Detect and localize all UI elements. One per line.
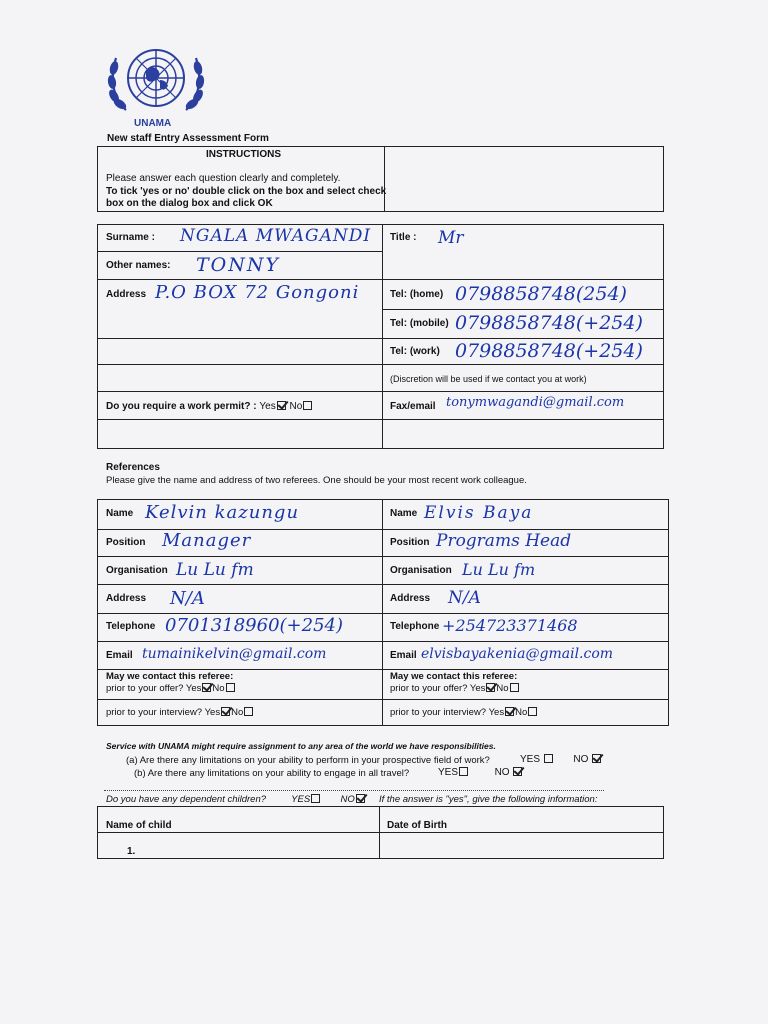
tel-work-label: Tel: (work)	[390, 346, 440, 357]
instructions-line-1: Please answer each question clearly and completely.	[106, 173, 341, 184]
instructions-line-3: box on the dialog box and click OK	[106, 198, 273, 209]
surname-field[interactable]: NGALA MWAGANDI	[180, 226, 372, 246]
tel-home-label: Tel: (home)	[390, 289, 444, 300]
address-label: Address	[106, 289, 147, 300]
ref2-name-label: Name	[390, 508, 418, 519]
tel-mobile-label: Tel: (mobile)	[390, 318, 449, 329]
ref2-organisation-label: Organisation	[390, 565, 452, 576]
work-permit-question: Do you require a work permit? : Yes No	[106, 401, 313, 412]
ref1-name-field[interactable]: Kelvin kazungu	[145, 502, 300, 523]
service-answer-a: YES NO	[520, 754, 602, 765]
ref2-interview-no-checkbox[interactable]	[528, 707, 537, 716]
tel-work-field[interactable]: 0798858748(+254)	[455, 340, 643, 362]
service-answer-b: YES NO	[438, 767, 523, 778]
ref1-telephone-label: Telephone	[106, 621, 156, 632]
service-statement: Service with UNAMA might require assignment to any area of the world we have responsibilities.	[106, 741, 496, 751]
tel-mobile-field[interactable]: 0798858748(+254)	[455, 312, 643, 334]
ref1-address-label: Address	[106, 593, 147, 604]
instructions-heading: INSTRUCTIONS	[206, 149, 281, 160]
ref1-email-field[interactable]: tumainikelvin@gmail.com	[142, 646, 327, 662]
fax-email-label: Fax/email	[390, 401, 436, 412]
ref1-interview-no-checkbox[interactable]	[244, 707, 253, 716]
ref2-prior-interview-row: prior to your interview? Yes No	[390, 707, 538, 718]
ref2-address-field[interactable]: N/A	[448, 588, 481, 608]
ref1-offer-no-checkbox[interactable]	[226, 683, 235, 692]
ref1-offer-yes-checkbox[interactable]	[202, 683, 211, 692]
ref1-position-field[interactable]: Manager	[162, 530, 252, 551]
title-field[interactable]: Mr	[438, 228, 464, 248]
references-instruction: Please give the name and address of two referees. One should be your most recent work colleague.	[106, 475, 527, 486]
ref2-address-label: Address	[390, 593, 431, 604]
service-a-no-checkbox[interactable]	[592, 754, 601, 763]
ref2-contact-question: May we contact this referee:	[390, 671, 518, 682]
ref1-prior-interview-row: prior to your interview? Yes No	[106, 707, 254, 718]
ref2-prior-offer-row: prior to your offer? Yes No	[390, 683, 520, 694]
child-dob-column-header: Date of Birth	[387, 820, 447, 831]
ref1-contact-question: May we contact this referee:	[106, 671, 234, 682]
fax-email-field[interactable]: tonymwagandi@gmail.com	[446, 395, 625, 410]
ref1-telephone-field[interactable]: 0701318960(+254)	[165, 615, 344, 636]
form-title: New staff Entry Assessment Form	[107, 133, 269, 144]
surname-label: Surname :	[106, 232, 155, 243]
service-b-yes-checkbox[interactable]	[459, 767, 468, 776]
discretion-note: (Discretion will be used if we contact you at work)	[390, 374, 587, 384]
ref2-organisation-field[interactable]: Lu Lu fm	[462, 560, 536, 579]
ref2-offer-yes-checkbox[interactable]	[486, 683, 495, 692]
org-name: UNAMA	[134, 118, 172, 129]
ref2-position-label: Position	[390, 537, 430, 548]
ref2-telephone-label: Telephone	[390, 621, 440, 632]
child-row-number: 1.	[127, 846, 136, 857]
children-no-checkbox[interactable]	[356, 794, 365, 803]
ref1-organisation-label: Organisation	[106, 565, 168, 576]
ref2-email-field[interactable]: elvisbayakenia@gmail.com	[421, 646, 614, 662]
instructions-line-2: To tick 'yes or no' double click on the box and select check	[106, 186, 387, 197]
personal-info-table	[97, 224, 664, 449]
ref1-position-label: Position	[106, 537, 146, 548]
service-question-a: (a) Are there any limitations on your ability to perform in your prospective field of work?	[126, 755, 490, 766]
child-name-column-header: Name of child	[106, 820, 172, 831]
other-names-label: Other names:	[106, 260, 171, 271]
ref2-interview-yes-checkbox[interactable]	[505, 707, 514, 716]
ref2-name-field[interactable]: Elvis Baya	[424, 503, 534, 523]
title-label: Title :	[390, 232, 417, 243]
service-a-yes-checkbox[interactable]	[544, 754, 553, 763]
un-emblem-logo	[106, 40, 206, 118]
ref1-name-label: Name	[106, 508, 134, 519]
ref2-position-field[interactable]: Programs Head	[436, 531, 572, 551]
other-names-field[interactable]: TONNY	[196, 254, 281, 276]
address-field[interactable]: P.O BOX 72 Gongoni	[155, 282, 360, 303]
ref2-telephone-field[interactable]: +254723371468	[442, 616, 578, 635]
ref1-email-label: Email	[106, 650, 133, 661]
ref1-prior-offer-row: prior to your offer? Yes No	[106, 683, 236, 694]
ref1-address-field[interactable]: N/A	[170, 588, 205, 609]
children-yes-checkbox[interactable]	[311, 794, 320, 803]
work-permit-no-checkbox[interactable]	[303, 401, 312, 410]
tel-home-field[interactable]: 0798858748(254)	[455, 283, 627, 305]
ref2-offer-no-checkbox[interactable]	[510, 683, 519, 692]
service-b-no-checkbox[interactable]	[513, 767, 522, 776]
ref1-interview-yes-checkbox[interactable]	[221, 707, 230, 716]
references-heading: References	[106, 462, 160, 473]
ref2-email-label: Email	[390, 650, 417, 661]
children-question-row: Do you have any dependent children? YES NO If the answer is "yes", give the following information:	[106, 794, 598, 805]
service-question-b: (b) Are there any limitations on your ability to engage in all travel?	[134, 768, 410, 779]
work-permit-yes-checkbox[interactable]	[277, 401, 286, 410]
ref1-organisation-field[interactable]: Lu Lu fm	[176, 560, 254, 580]
